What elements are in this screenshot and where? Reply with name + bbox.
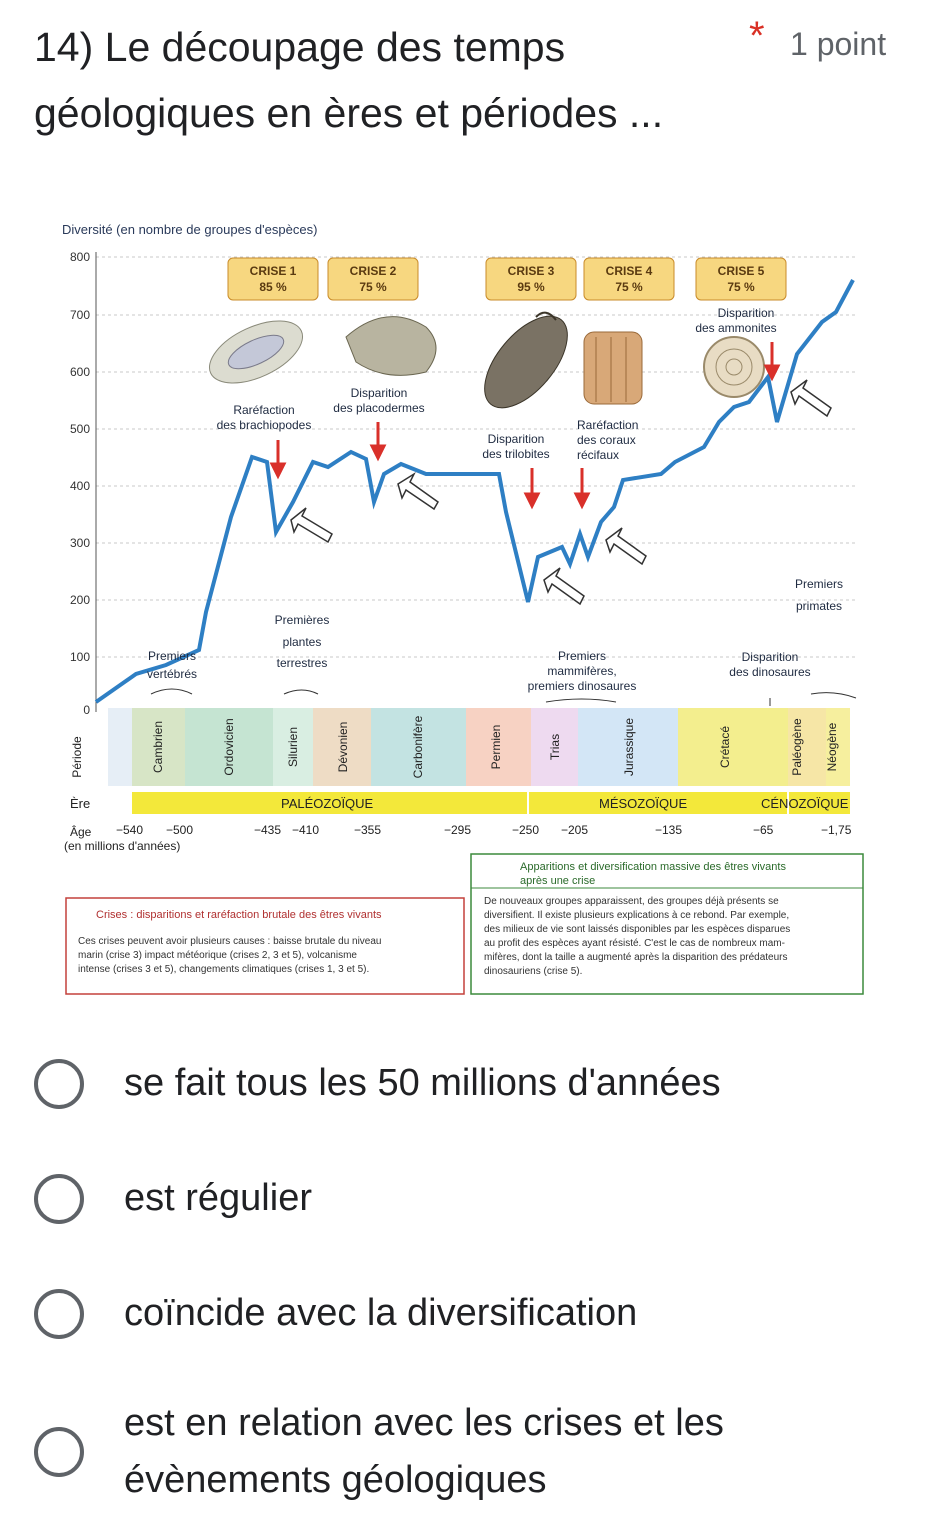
y-tick-100: 100 [69,650,90,664]
option-label[interactable]: est en relation avec les crises et les évènements géologiques [124,1402,724,1501]
legend-apparitions-line-5: mifères, dont la taille a augmenté après la disparition des prédateurs [484,952,788,963]
legend-crises [66,898,464,994]
y-tick-400: 400 [69,479,90,493]
legend-apparitions-line-6: dinosauriens (crise 5). [484,966,583,977]
period-ordovicien: Ordovicien [222,718,236,776]
event-plantes-3: terrestres [276,656,328,670]
radio-button[interactable] [34,1059,84,1109]
legend-crises-line-2: marin (crise 3) impact météorique (crises 2, 3 et 5), volcanisme [78,950,357,961]
age-410: −410 [292,823,320,837]
y-axis-title: Diversité (en nombre de groupes d'espèces) [62,222,318,237]
event-primates-2: primates [795,599,843,613]
age-250: −250 [512,823,540,837]
period-devonien: Dévonien [336,721,350,773]
event-vertebres-2: vertébrés [146,667,198,681]
radio-button[interactable] [34,1427,84,1477]
event-dinosaures-1: Disparition [741,650,799,664]
y-tick-0: 0 [83,703,90,717]
radio-button[interactable] [34,1289,84,1339]
brachiopod-illustration [200,308,312,396]
event-placodermes-1: Disparition [350,386,408,400]
option-2[interactable] [34,1170,894,1227]
event-placodermes-2: des placodermes [333,401,425,415]
option-label[interactable]: coïncide avec la diversification [124,1292,638,1334]
age-135: −135 [655,823,683,837]
age-500: −500 [166,823,194,837]
era-strip [132,792,850,814]
question-title: 14) Le découpage des temps géologiques en ères et périodes ... [34,24,664,136]
period-cambrien: Cambrien [151,720,165,774]
event-coraux-1: Raréfaction [577,418,639,432]
crise-2-name: CRISE 2 [349,264,397,278]
legend-apparitions-line-1: De nouveaux groupes apparaissent, des groupes déjà présents se [484,896,779,907]
ere-label: Ère [70,796,91,811]
option-4[interactable] [34,1395,894,1509]
event-plantes-1: Premières [274,613,330,627]
legend-apparitions-line-4: au profit des espèces ayant résisté. C'est le cas de nombreux mam- [484,938,785,949]
period-cretace: Crétacé [718,725,732,769]
event-trilobites-2: des trilobites [482,447,550,461]
ammonite-illustration [704,337,764,397]
legend-apparitions-title-1: Apparitions et diversification massive des êtres vivants [520,861,786,873]
y-tick-300: 300 [69,536,90,550]
age-355: −355 [354,823,382,837]
crise-1-name: CRISE 1 [249,264,297,278]
option-3[interactable] [34,1285,894,1342]
period-paleogene: Paléogène [790,718,804,776]
event-brachiopodes-1: Raréfaction [233,403,295,417]
legend-apparitions-line-2: diversifient. Il existe plusieurs explications à ce rebond. Par exemple, [484,910,790,921]
y-tick-600: 600 [69,365,90,379]
era-mesozoique: MÉSOZOÏQUE [599,796,688,811]
age-label: Âge [70,825,92,839]
legend-crises-line-1: Ces crises peuvent avoir plusieurs causes : baisse brutale du niveau [78,936,382,947]
crise-4-name: CRISE 4 [605,264,653,278]
geological-diversity-figure [56,212,876,1002]
period-permien: Permien [489,724,503,770]
event-plantes-2: plantes [282,635,322,649]
legend-crises-title: Crises : disparitions et raréfaction brutale des êtres vivants [96,909,382,921]
event-mammiferes-1: Premiers [557,649,607,663]
legend-crises-line-3: intense (crises 3 et 5), changements climatiques (crises 1, 3 et 5). [78,964,370,975]
y-tick-500: 500 [69,422,90,436]
option-label[interactable]: est régulier [124,1177,312,1219]
crise-1-pct: 85 % [259,280,287,294]
age-540: −540 [116,823,144,837]
option-label[interactable]: se fait tous les 50 millions d'années [124,1062,721,1104]
option-1[interactable] [34,1055,894,1112]
period-neogene: Néogène [825,722,839,772]
legend-apparitions-title-2: après une crise [520,875,596,887]
points-label: 1 point [790,26,887,62]
age-175: −1,75 [821,823,852,837]
crise-4-pct: 75 % [615,280,643,294]
period-carbonifere: Carbonifère [411,715,425,779]
age-205: −205 [561,823,589,837]
period-strip [108,708,850,786]
age-295: −295 [444,823,472,837]
legend-apparitions [471,854,863,994]
event-dinosaures-2: des dinosaures [729,665,811,679]
age-65: −65 [753,823,774,837]
period-jurassique: Jurassique [622,717,636,777]
period-silurien: Silurien [286,726,300,768]
crisis-boxes [228,258,786,300]
event-trilobites-1: Disparition [487,432,545,446]
periode-label: Période [70,736,84,778]
event-mammiferes-2: mammifères, [547,664,617,678]
coral-illustration [584,332,642,404]
y-tick-800: 800 [69,250,90,264]
event-mammiferes-3: premiers dinosaures [527,679,637,693]
era-paleozoique: PALÉOZOÏQUE [281,796,374,811]
crise-5-name: CRISE 5 [717,264,765,278]
event-coraux-2: des coraux [577,433,636,447]
radio-button[interactable] [34,1174,84,1224]
age-435: −435 [254,823,282,837]
legend-apparitions-line-3: des milieux de vie sont laissés disponibles par les espèces disparues [484,924,791,935]
crise-3-pct: 95 % [517,280,545,294]
event-vertebres-1: Premiers [147,649,197,663]
age-unit: (en millions d'années) [64,839,181,853]
period-trias: Trias [548,733,562,761]
crise-3-name: CRISE 3 [507,264,555,278]
y-tick-200: 200 [69,593,90,607]
trilobite-illustration [469,302,583,422]
event-primates-1: Premiers [794,577,844,591]
crise-2-pct: 75 % [359,280,387,294]
event-ammonites-1: Disparition [717,306,775,320]
y-tick-700: 700 [69,308,90,322]
event-coraux-3: récifaux [577,448,620,462]
required-asterisk: * [749,14,765,58]
crise-5-pct: 75 % [727,280,755,294]
placoderm-illustration [346,317,436,376]
era-cenozoique: CÉNOZOÏQUE [761,796,849,811]
event-ammonites-2: des ammonites [695,321,777,335]
event-brachiopodes-2: des brachiopodes [216,418,312,432]
